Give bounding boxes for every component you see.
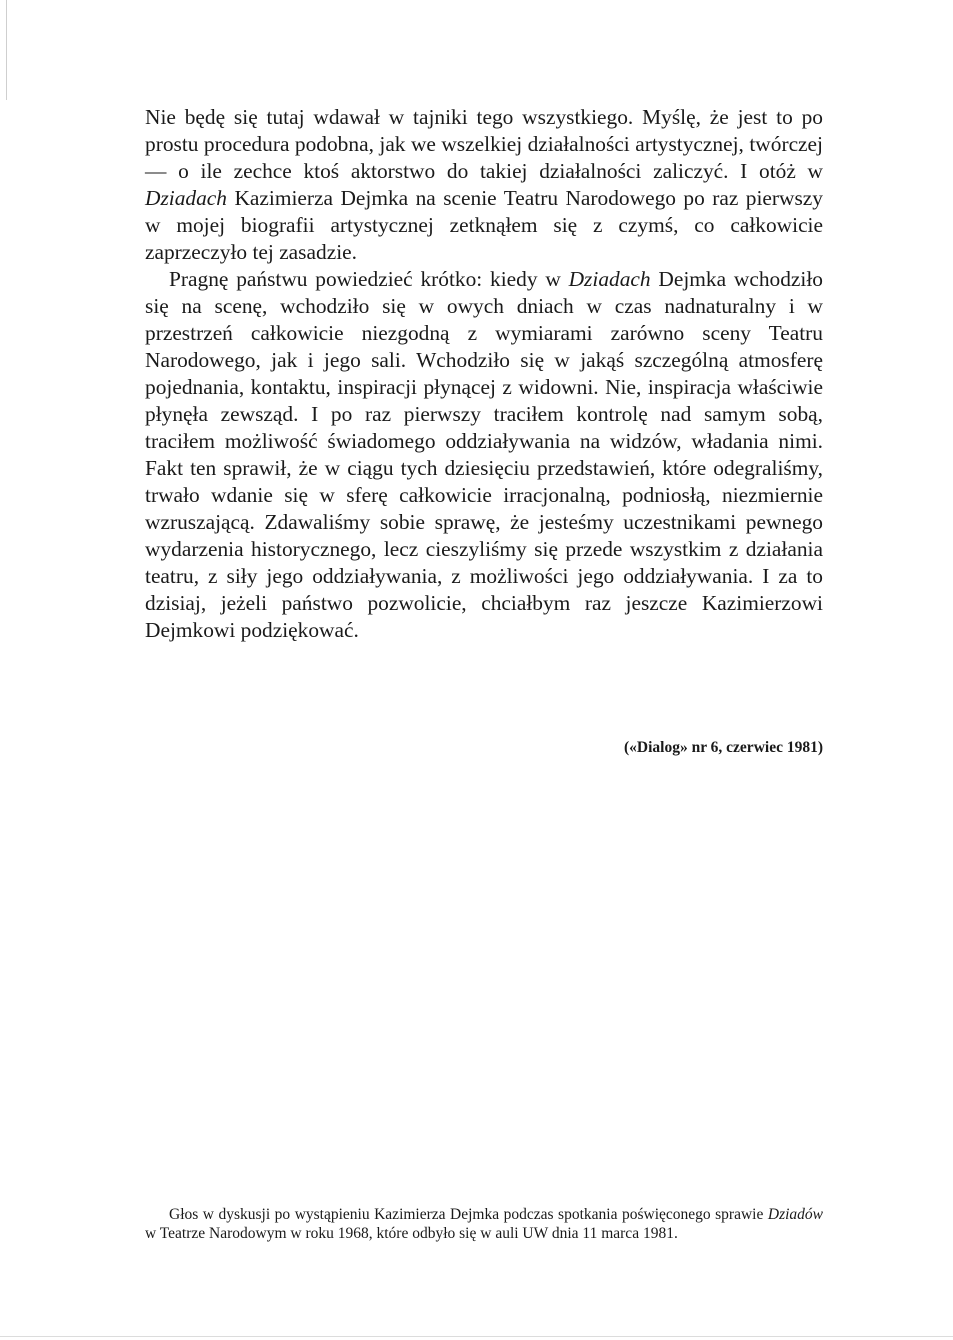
main-text xyxy=(145,104,823,644)
text-run: Głos w dyskusji po wystąpieniu Kazimierza Dejmka podczas spotkania poświęconego sprawie xyxy=(169,1206,768,1223)
text-run: Pragnę państwu powiedzieć krótko: kiedy w xyxy=(169,267,569,291)
text-run: Dejmka wchodziło się na scenę, wchodziło się w owych dniach w czas nadnaturalny i w przestrzeń całkowicie niezgodną z wymiarami zarówno sceny Teatru Narodowego, jak i jego sali. Wchodziło się w jakąś szczególną atmosferę pojednania, kontaktu, inspiracji płynącej z widowni. Nie, inspiracja właściwie płynęła zewsząd. I po raz pierwszy traciłem kontrolę nad samym sobą, traciłem możliwość świadomego oddziaływania na widzów, władania nimi. Fakt ten sprawił, że w ciągu tych dziesięciu przedstawień, które odegraliśmy, trwało wdanie się w sferę całkowicie irracjonalną, podniosłą, niezmiernie wzruszającą. Zdawaliśmy sobie sprawę, że jesteśmy uczestnikami pewnego wydarzenia historycznego, lecz cieszyliśmy się przede wszystkim z działania teatru, z siły jego oddziaływania, z możliwości jego oddziaływania. I za to dzisiaj, jeżeli państwo pozwolicie, chciałbym raz jeszcze Kazimierzowi Dejmkowi podziękować. xyxy=(145,267,824,642)
paragraph-2 xyxy=(145,266,823,644)
page-edge-bottom xyxy=(0,1336,953,1337)
text-run: Nie będę się tutaj wdawał w tajniki tego wszystkiego. Myślę, że jest to po prostu procedura podobna, jak we wszelkiej działalności artystycznej, twórczej — o ile zechce ktoś aktorstwo do takiej działalności zaliczyć. I otóż w xyxy=(145,105,823,183)
title-dziadach: Dziadach xyxy=(568,267,651,291)
text-run: Kazimierza Dejmka na scenie Teatru Narodowego po raz pierwszy w mojej biografii artystycznej zetknąłem się z czymś, co całkowicie zaprzeczyło tej zasadzie. xyxy=(145,186,823,264)
paragraph-1 xyxy=(145,104,823,266)
title-dziadach: Dziadach xyxy=(145,186,227,210)
footnote-paragraph xyxy=(145,1205,823,1243)
title-dziadow: Dziadów xyxy=(767,1206,823,1223)
source-citation: («Dialog» nr 6, czerwiec 1981) xyxy=(623,739,823,756)
text-run: w Teatrze Narodowym w roku 1968, które odbyło się w auli UW dnia 11 marca 1981. xyxy=(145,1225,678,1242)
page-edge-left xyxy=(6,0,7,100)
footnote xyxy=(145,1205,823,1243)
